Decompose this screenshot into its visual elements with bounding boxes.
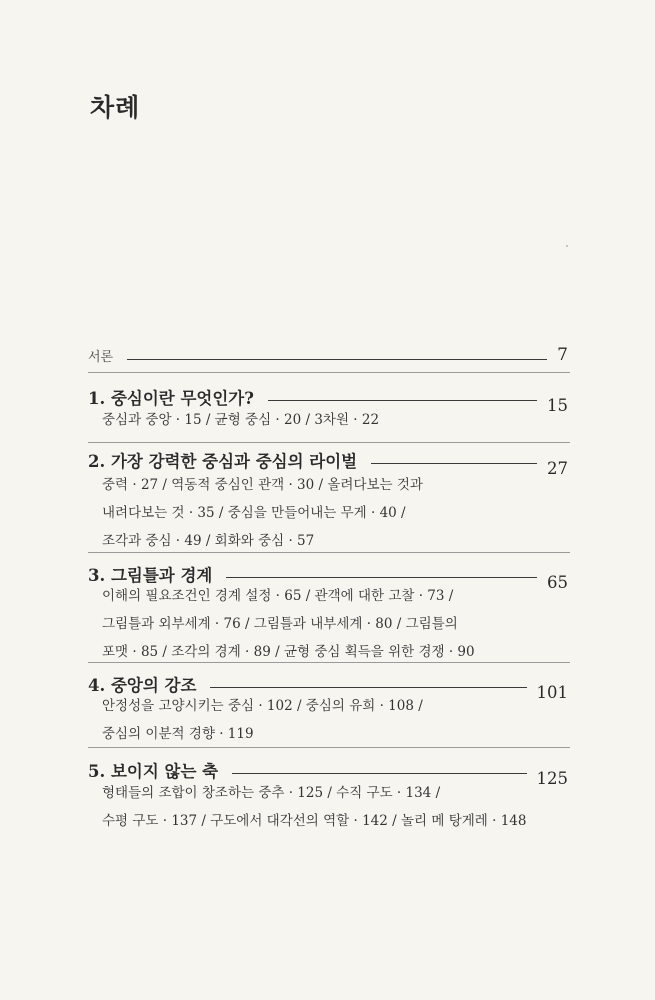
toc-page-number: 65 bbox=[547, 573, 568, 592]
section-line: 형태들의 조합이 창조하는 중추 · 125 / 수직 구도 · 134 / bbox=[102, 785, 441, 801]
section-divider bbox=[88, 662, 570, 663]
chapter-title: 2. 가장 강력한 중심과 중심의 라이벌 bbox=[88, 452, 358, 471]
chapter-title: 4. 중앙의 강조 bbox=[88, 676, 197, 695]
toc-page-number: 101 bbox=[536, 683, 568, 702]
section-divider bbox=[88, 552, 570, 553]
chapter-2-sections bbox=[102, 471, 572, 555]
leader-line bbox=[226, 577, 537, 578]
section-line: 중력 · 27 / 역동적 중심인 관객 · 30 / 올려다보는 것과 bbox=[102, 477, 423, 493]
section-line: 조각과 중심 · 49 / 회화와 중심 · 57 bbox=[102, 533, 315, 549]
section-divider bbox=[88, 747, 570, 748]
toc-label: 서론 bbox=[88, 350, 114, 365]
toc-page-number: 7 bbox=[557, 345, 568, 365]
chapter-title: 5. 보이지 않는 축 bbox=[88, 762, 219, 781]
section-divider bbox=[88, 372, 570, 373]
toc-entry-intro[interactable] bbox=[88, 345, 568, 365]
chapter-3-sections bbox=[102, 582, 572, 666]
chapter-4-sections bbox=[102, 692, 572, 748]
toc-page-number: 125 bbox=[536, 769, 568, 788]
section-line: 이해의 필요조건인 경계 설정 · 65 / 관객에 대한 고찰 · 73 / bbox=[102, 588, 454, 604]
page-title: 차례 bbox=[90, 93, 141, 122]
section-line: 내려다보는 것 · 35 / 중심을 만들어내는 무게 · 40 / bbox=[102, 505, 406, 521]
chapter-title: 3. 그림틀과 경계 bbox=[88, 566, 213, 585]
leader-line bbox=[232, 773, 526, 774]
toc-page-number: 15 bbox=[547, 396, 568, 415]
section-line: 수평 구도 · 137 / 구도에서 대각선의 역할 · 142 / 놀리 메 탕게레 · 148 bbox=[102, 813, 527, 829]
leader-line bbox=[268, 400, 537, 401]
section-divider bbox=[88, 442, 570, 443]
toc-entry-chapter-2[interactable] bbox=[88, 448, 568, 478]
section-line: 그림틀과 외부세계 · 76 / 그림틀과 내부세계 · 80 / 그림틀의 bbox=[102, 616, 458, 632]
leader-line bbox=[210, 687, 526, 688]
section-line: 중심과 중앙 · 15 / 균형 중심 · 20 / 3차원 · 22 bbox=[102, 412, 380, 428]
chapter-5-sections bbox=[102, 779, 572, 835]
paper-speck bbox=[566, 245, 568, 247]
section-line: 안정성을 고양시키는 중심 · 102 / 중심의 유희 · 108 / bbox=[102, 698, 423, 714]
toc-page-number: 27 bbox=[547, 459, 568, 478]
chapter-title: 1. 중심이란 무엇인가? bbox=[88, 389, 254, 408]
chapter-1-sections bbox=[102, 406, 572, 434]
leader-line bbox=[127, 359, 547, 360]
leader-line bbox=[371, 463, 537, 464]
section-line: 중심의 이분적 경향 · 119 bbox=[102, 726, 254, 742]
section-line: 포맷 · 85 / 조각의 경계 · 89 / 균형 중심 획득을 위한 경쟁 · 90 bbox=[102, 644, 475, 660]
